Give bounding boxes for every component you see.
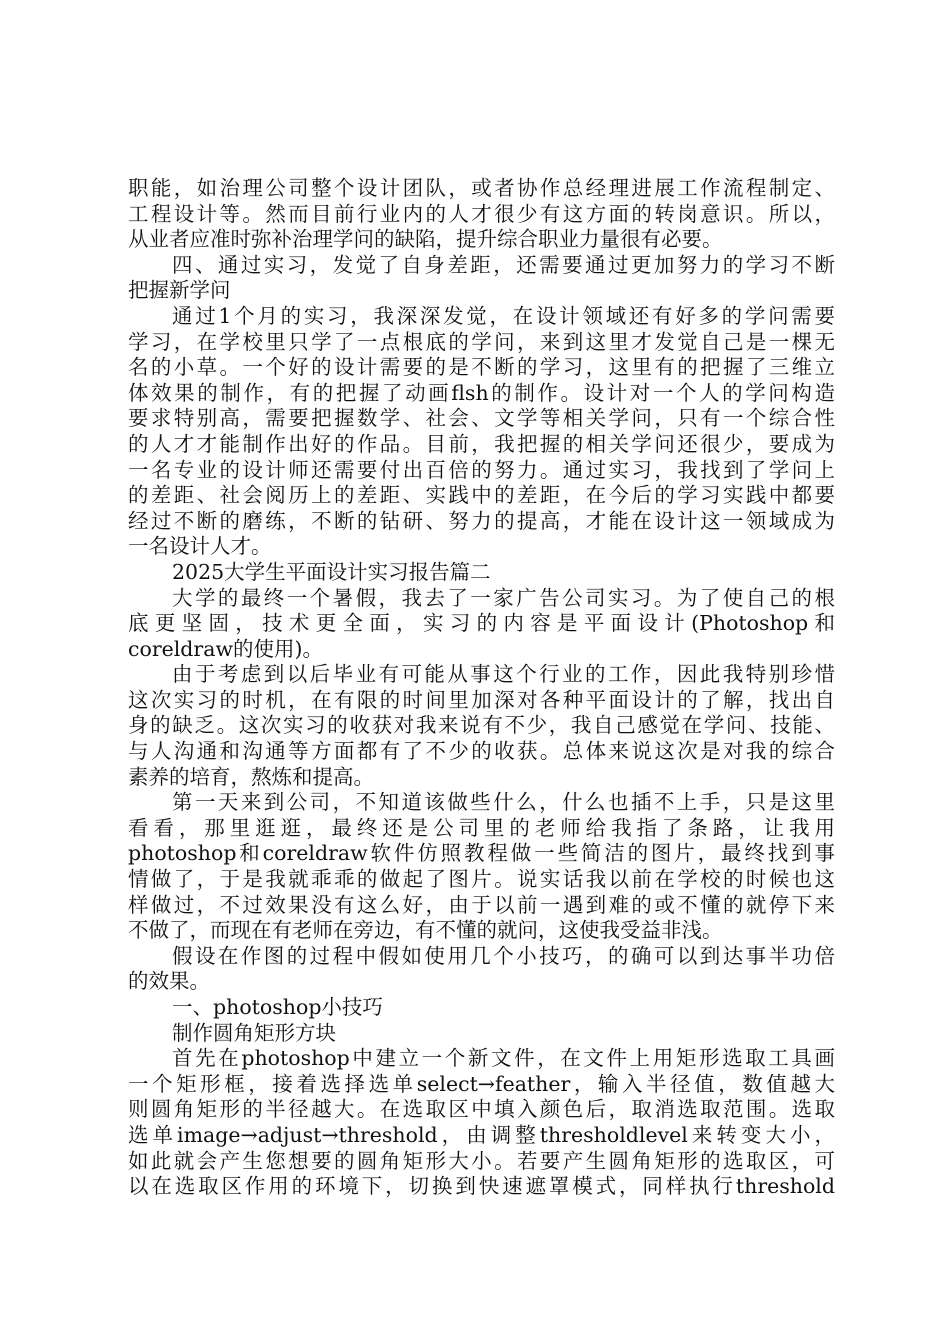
- text-line: 工程设计等。然而目前行业内的人才很少有这方面的转岗意识。所以，: [128, 201, 835, 226]
- text-line: 身的缺乏。这次实习的收获对我来说有不少，我自己感觉在学问、技能、: [128, 713, 835, 738]
- text-line: 素养的培育，熬炼和提高。: [128, 764, 374, 789]
- text-line: 大学的最终一个暑假，我去了一家广告公司实习。为了使自己的根: [172, 585, 835, 610]
- text-line: 由于考虑到以后毕业有可能从事这个行业的工作，因此我特别珍惜: [172, 662, 835, 687]
- text-line: coreldraw的使用)。: [128, 636, 323, 661]
- text-line: 一、photoshop小技巧: [172, 995, 383, 1019]
- text-line: photoshop和coreldraw软件仿照教程做一些简洁的图片，最终找到事: [128, 841, 835, 866]
- text-line: 从业者应准时弥补治理学问的缺陷，提升综合职业力量很有必要。: [128, 227, 723, 252]
- text-line: 要求特别高，需要把握数学、社会、文学等相关学问，只有一个综合性: [128, 406, 835, 431]
- text-line: 看看，那里逛逛，最终还是公司里的老师给我指了条路，让我用: [128, 815, 835, 840]
- text-line: 学习，在学校里只学了一点根底的学问，来到这里才发觉自己是一棵无: [128, 329, 835, 354]
- text-line: 不做了，而现在有老师在旁边，有不懂的就问，这使我受益非浅。: [128, 918, 723, 943]
- text-line: 名的小草。一个好的设计需要的是不断的学习，这里有的把握了三维立: [128, 355, 835, 380]
- text-line: 第一天来到公司，不知道该做些什么，什么也插不上手，只是这里: [172, 790, 835, 815]
- text-line: 通过1个月的实习，我深深发觉，在设计领域还有好多的学问需要: [172, 303, 835, 328]
- text-line: 与人沟通和沟通等方面都有了不少的收获。总体来说这次是对我的综合: [128, 739, 835, 764]
- text-line: 的效果。: [128, 969, 210, 994]
- text-line: 的人才才能制作出好的作品。目前，我把握的相关学问还很少，要成为: [128, 431, 835, 456]
- text-line: 如此就会产生您想要的圆角矩形大小。若要产生圆角矩形的选取区，可: [128, 1148, 835, 1173]
- text-line: 一名设计人才。: [128, 534, 272, 559]
- text-line: 以在选取区作用的环境下，切换到快速遮罩模式，同样执行threshold: [128, 1174, 835, 1199]
- text-line: 这次实习的时机，在有限的时间里加深对各种平面设计的了解，找出自: [128, 687, 835, 712]
- document-body: [128, 176, 835, 1200]
- text-line: 制作圆角矩形方块: [172, 1020, 336, 1045]
- text-line: 职能，如治理公司整个设计团队，或者协作总经理进展工作流程制定、: [128, 176, 835, 200]
- text-line: 体效果的制作，有的把握了动画flsh的制作。设计对一个人的学问构造: [128, 380, 835, 405]
- text-line: 的差距、社会阅历上的差距、实践中的差距，在今后的学习实践中都要: [128, 483, 835, 508]
- text-line: 底更坚固，技术更全面，实习的内容是平面设计(Photoshop和: [128, 611, 835, 636]
- text-line: 经过不断的磨练，不断的钻研、努力的提高，才能在设计这一领域成为: [128, 508, 835, 533]
- text-line: 一名专业的设计师还需要付出百倍的努力。通过实习，我找到了学问上: [128, 457, 835, 482]
- text-line: 2025大学生平面设计实习报告篇二: [172, 559, 491, 584]
- text-line: 假设在作图的过程中假如使用几个小技巧，的确可以到达事半功倍: [172, 943, 835, 968]
- text-line: 一个矩形框，接着选择选单select→feather，输入半径值，数值越大: [128, 1071, 835, 1096]
- text-line: 四、通过实习，发觉了自身差距，还需要通过更加努力的学习不断: [172, 252, 835, 277]
- text-line: 选单image→adjust→threshold，由调整thresholdlevel来转变大小，: [128, 1122, 835, 1147]
- text-line: 把握新学问: [128, 278, 231, 303]
- text-line: 首先在photoshop中建立一个新文件，在文件上用矩形选取工具画: [172, 1046, 835, 1071]
- text-line: 情做了，于是我就乖乖的做起了图片。说实话我以前在学校的时候也这: [128, 867, 835, 892]
- text-line: 则圆角矩形的半径越大。在选取区中填入颜色后，取消选取范围。选取: [128, 1097, 835, 1122]
- text-line: 样做过，不过效果没有这么好，由于以前一遇到难的或不懂的就停下来: [128, 892, 835, 917]
